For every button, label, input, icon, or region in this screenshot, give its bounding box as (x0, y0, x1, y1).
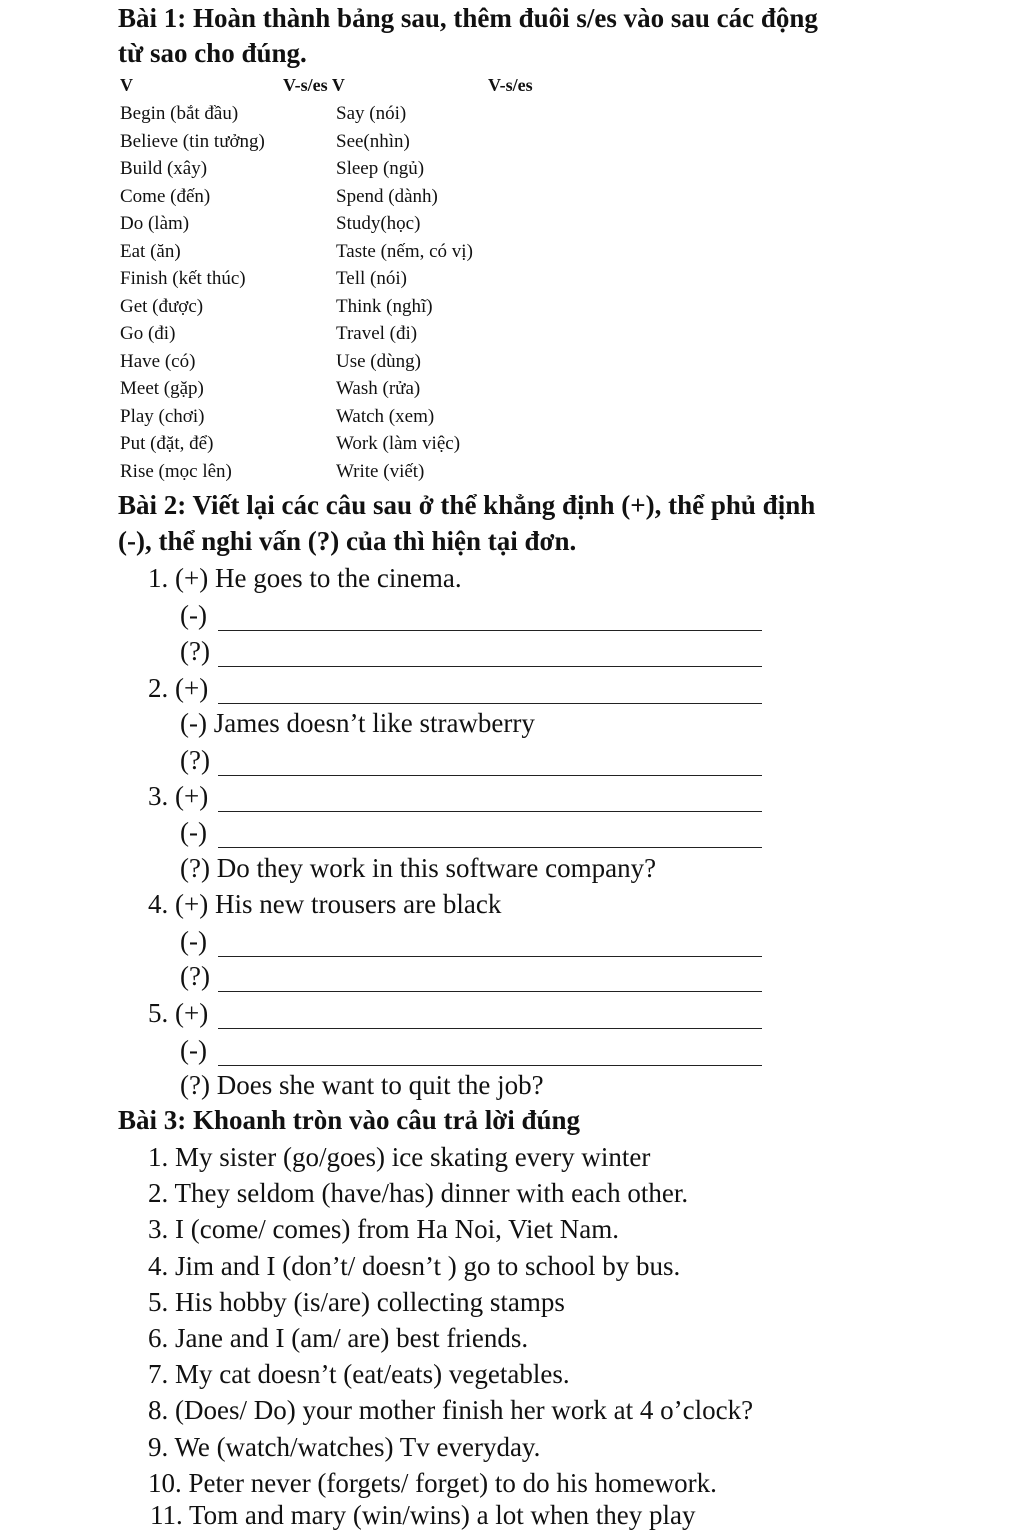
answer-blank-line[interactable] (218, 630, 762, 631)
verb-col2-item: Use (dùng) (336, 350, 421, 372)
verb-col2-item: Sleep (ngủ) (336, 158, 425, 179)
verb-col2-item: Study(học) (336, 213, 421, 234)
ex3-question: 4. Jim and I (don’t/ doesn’t ) go to school by bus. (148, 1250, 681, 1281)
cut-off-text: 11. Tom and mary (win/wins) a lot when they play (150, 1500, 696, 1530)
ex2-sentence: 5. (+) (148, 998, 209, 1028)
answer-blank-line[interactable] (218, 775, 762, 776)
answer-blank-line[interactable] (218, 956, 762, 957)
ex2-sentence: (-) (180, 600, 207, 630)
ex3-question: 8. (Does/ Do) your mother finish her work at 4 o’clock? (148, 1395, 754, 1426)
verb-col2-item: Wash (rửa) (336, 378, 421, 399)
verb-col1-item: Meet (gặp) (120, 378, 204, 399)
ex3-question: 10. Peter never (forgets/ forget) to do his homework. (148, 1467, 717, 1498)
answer-blank-line[interactable] (218, 1028, 762, 1029)
verb-col1-item: Eat (ăn) (120, 240, 181, 262)
verb-col1-item: Play (chơi) (120, 405, 205, 427)
verb-col2-item: Think (nghĩ) (336, 295, 433, 317)
ex3-question: 6. Jane and I (am/ are) best friends. (148, 1323, 529, 1353)
answer-blank-line[interactable] (218, 703, 762, 704)
ex3-title: Bài 3: Khoanh tròn vào câu trả lời đúng (118, 1105, 581, 1135)
ex2-sentence: 2. (+) (148, 673, 209, 703)
verb-col1-item: Get (được) (120, 295, 204, 317)
verb-col2-item: Tell (nói) (336, 268, 407, 289)
verb-col1-item: Come (đến) (120, 185, 211, 207)
ex2-sentence: (?) (180, 636, 210, 666)
verb-col2-item: Write (viết) (336, 460, 425, 482)
verb-col1-item: Have (có) (120, 350, 196, 372)
ex3-question: 5. His hobby (is/are) collecting stamps (148, 1286, 565, 1317)
verb-col2-item: See(nhìn) (336, 130, 410, 152)
ex3-question: 7. My cat doesn’t (eat/eats) vegetables. (148, 1359, 570, 1390)
verb-col1-item: Put (đặt, để) (120, 433, 214, 454)
verb-col1-item: Rise (mọc lên) (120, 460, 232, 482)
answer-blank-line[interactable] (218, 811, 762, 812)
ex3-question: 1. My sister (go/goes) ice skating every winter (148, 1142, 651, 1172)
col-header-vses: V-s/es (488, 75, 533, 95)
ex3-question: 2. They seldom (have/has) dinner with each other. (148, 1178, 689, 1209)
verb-col1-item: Believe (tin tưởng) (120, 130, 265, 152)
ex3-question: 3. I (come/ comes) from Ha Noi, Viet Nam. (148, 1214, 619, 1245)
verb-col2-item: Taste (nếm, có vị) (336, 240, 473, 262)
ex2-sentence: (-) (180, 1035, 207, 1065)
verb-col1-item: Begin (bắt đầu) (120, 103, 239, 124)
verb-col2-item: Travel (đi) (336, 323, 418, 344)
answer-blank-line[interactable] (218, 847, 762, 848)
ex1-title-line2: từ sao cho đúng. (118, 38, 307, 68)
verb-col1-item: Do (làm) (120, 213, 190, 234)
answer-blank-line[interactable] (218, 991, 762, 992)
verb-col2-item: Say (nói) (336, 103, 407, 124)
verb-col1-item: Finish (kết thúc) (120, 268, 246, 289)
verb-col2-item: Watch (xem) (336, 405, 435, 427)
col-header-vses-v: V-s/es V (283, 75, 345, 95)
ex2-sentence: 3. (+) (148, 781, 209, 811)
verb-col1-item: Build (xây) (120, 158, 208, 179)
answer-blank-line[interactable] (218, 1065, 762, 1066)
cut-off-line (150, 1500, 910, 1530)
ex2-sentence: (-) (180, 817, 207, 847)
verb-col2-item: Spend (dành) (336, 185, 438, 207)
ex3-question: 9. We (watch/watches) Tv everyday. (148, 1431, 541, 1462)
verb-col2-item: Work (làm việc) (336, 433, 461, 454)
ex1-title-line1: Bài 1: Hoàn thành bảng sau, thêm đuôi s/es vào sau các động (118, 3, 818, 33)
ex2-sentence: 1. (+) He goes to the cinema. (148, 563, 462, 593)
answer-blank-line[interactable] (218, 666, 762, 667)
ex2-sentence: (?) Do they work in this software company? (180, 853, 657, 883)
ex2-sentence: (-) (180, 926, 207, 956)
ex2-sentence: 4. (+) His new trousers are black (148, 889, 502, 919)
ex2-title-line2: (-), thể nghi vấn (?) của thì hiện tại đơn. (118, 526, 577, 556)
col-header-v: V (120, 75, 133, 95)
ex2-title-line1: Bài 2: Viết lại các câu sau ở thể khẳng định (+), thể phủ định (118, 490, 816, 520)
ex2-sentence: (?) Does she want to quit the job? (180, 1070, 544, 1100)
ex2-sentence: (-) James doesn’t like strawberry (180, 708, 535, 738)
verb-col1-item: Go (đi) (120, 323, 176, 344)
ex2-sentence: (?) (180, 745, 210, 775)
ex2-sentence: (?) (180, 961, 210, 991)
